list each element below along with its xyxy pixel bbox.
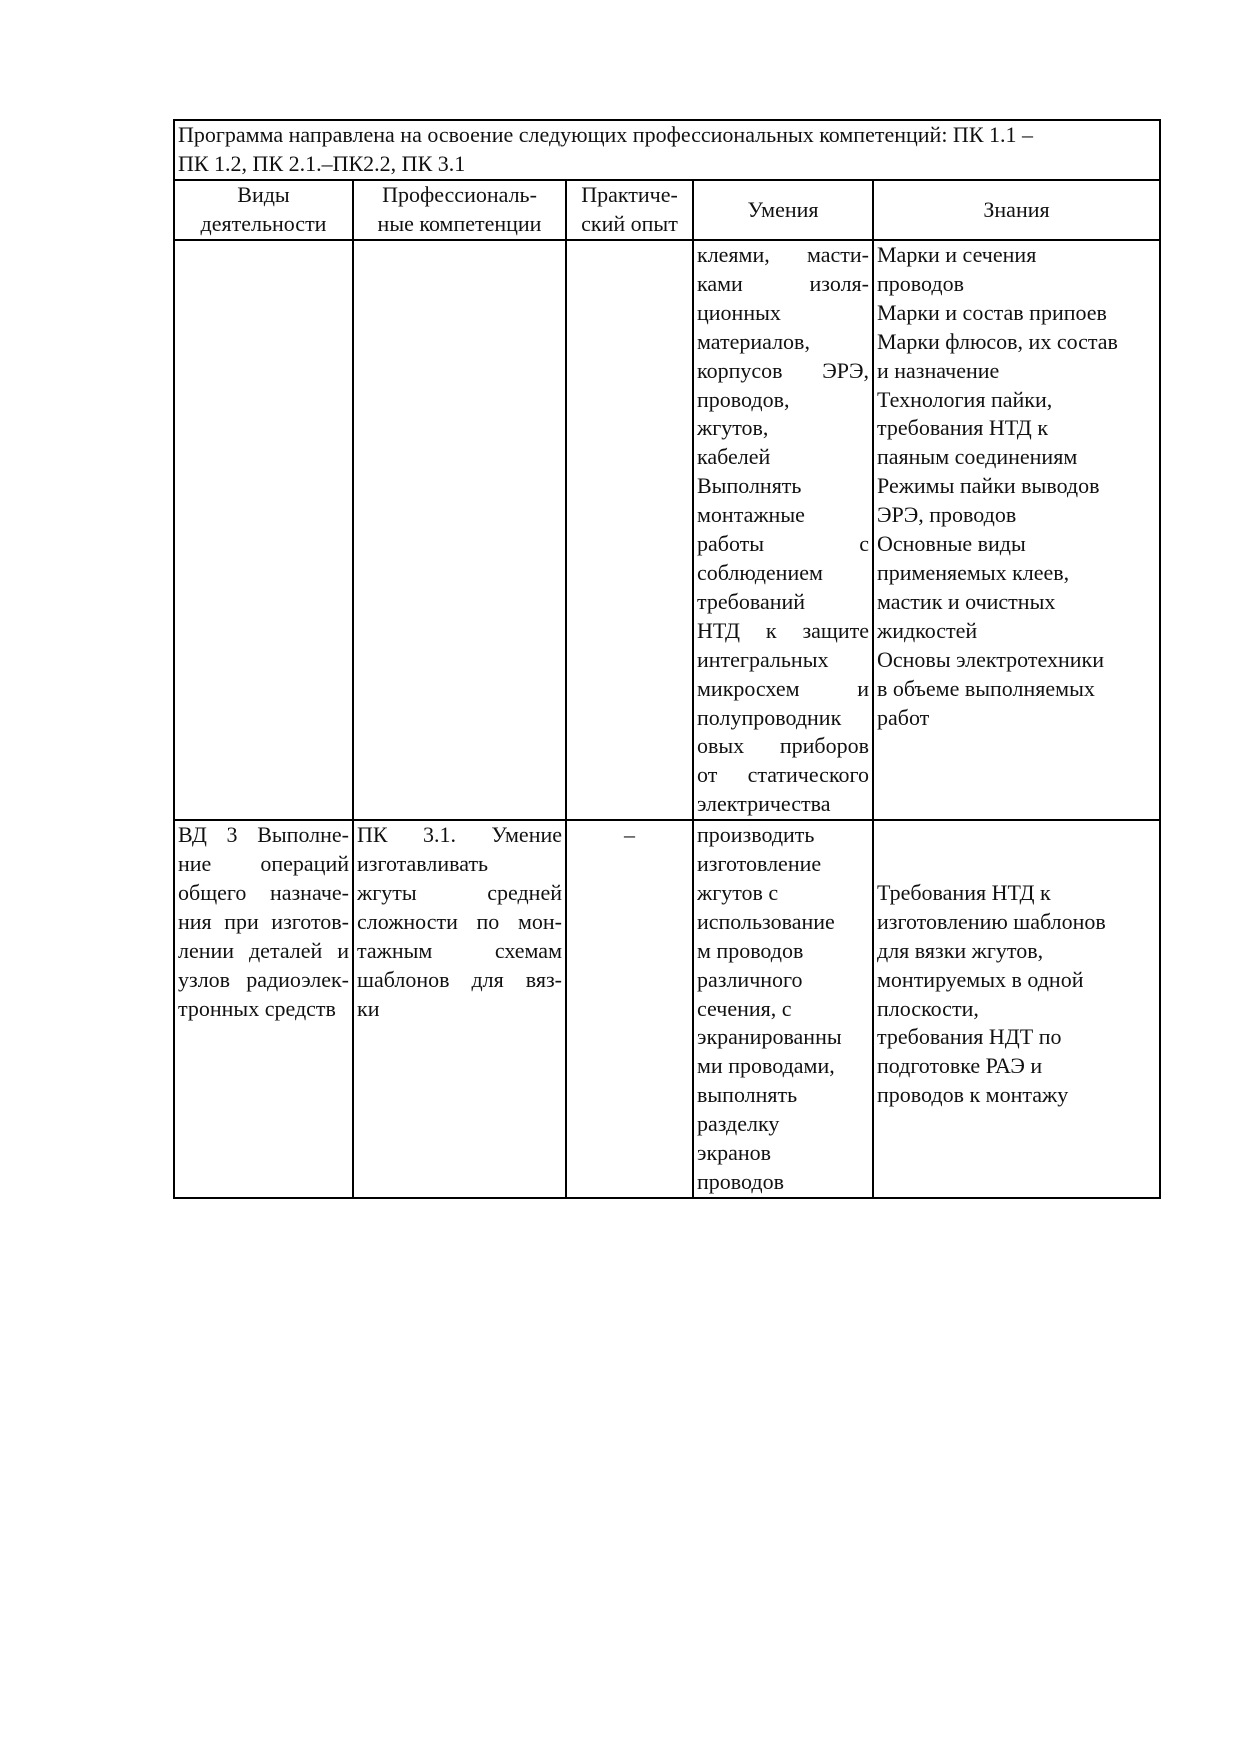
table-title <box>174 120 1160 180</box>
competency-table <box>173 119 1161 1199</box>
table-row <box>174 820 1160 1198</box>
cell-line: ми проводами, <box>697 1053 835 1079</box>
cell-line: кабелей <box>697 444 771 470</box>
cell-line: узлов радиоэлек- <box>178 966 349 992</box>
header-experience <box>566 180 693 240</box>
cell-line: Режимы пайки выводов <box>877 473 1100 499</box>
cell-line: подготовке РАЭ и <box>877 1053 1043 1079</box>
cell-knowledge <box>873 240 1160 820</box>
cell-line: плоскости, <box>877 995 979 1021</box>
cell-line: Марки флюсов, их состав <box>877 328 1118 354</box>
cell-line: проводов, <box>697 386 790 412</box>
cell-line: требования НТД к <box>877 415 1049 441</box>
cell-activity <box>174 820 353 1198</box>
cell-line: Основы электротехники <box>877 646 1104 672</box>
header-text: деятельности <box>200 211 327 236</box>
cell-line: использование <box>697 908 835 934</box>
cell-line: тронных средств <box>178 995 336 1021</box>
cell-line: сложности по мон- <box>357 908 562 934</box>
cell-line: и назначение <box>877 357 1000 383</box>
header-activity <box>174 180 353 240</box>
cell-line: проводов к монтажу <box>877 1082 1069 1108</box>
cell-line: ния при изготов- <box>178 908 349 934</box>
cell-line: лении деталей и <box>178 937 349 963</box>
cell-skills <box>693 820 873 1198</box>
cell-line: разделку <box>697 1111 780 1137</box>
cell-line: от статического <box>697 762 869 788</box>
cell-line: ЭРЭ, проводов <box>877 502 1017 528</box>
cell-line: изготовление <box>697 851 822 877</box>
cell-line: жгутов с <box>697 879 779 905</box>
cell-line: овых приборов <box>697 733 869 759</box>
cell-line: ки <box>357 995 380 1021</box>
header-text: Виды <box>237 182 290 208</box>
title-line: ПК 1.2, ПК 2.1.–ПК2.2, ПК 3.1 <box>178 150 466 176</box>
cell-line: изготавливать <box>357 851 489 877</box>
title-line: Программа направлена на освоение следующих профессиональных компетенций: ПК 1.1 – <box>178 122 1033 147</box>
cell-line: соблюдением <box>697 559 823 585</box>
cell-line: жидкостей <box>877 617 978 643</box>
cell-competencies <box>353 820 566 1198</box>
cell-line: корпусов ЭРЭ, <box>697 357 869 383</box>
cell-knowledge <box>873 820 1160 1198</box>
cell-line: ками изоля- <box>697 270 869 296</box>
cell-line: Требования НТД к <box>877 879 1051 905</box>
cell-line: НТД к защите <box>697 617 869 643</box>
cell-line: клеями, масти- <box>697 242 869 267</box>
cell-line: жгуты средней <box>357 879 562 905</box>
blank-line <box>877 821 1156 850</box>
cell-experience: – <box>566 820 693 1198</box>
cell-line: монтажные <box>697 502 805 528</box>
cell-line: мастик и очистных <box>877 588 1056 614</box>
header-skills: Умения <box>693 180 873 240</box>
cell-competencies <box>353 240 566 820</box>
cell-line: применяемых клеев, <box>877 559 1070 585</box>
cell-line: тажным схемам <box>357 937 562 963</box>
cell-line: различного <box>697 966 803 992</box>
header-text: Практиче- <box>581 182 678 208</box>
cell-line: электричества <box>697 791 831 817</box>
cell-line: для вязки жгутов, <box>877 937 1044 963</box>
header-knowledge: Знания <box>873 180 1160 240</box>
cell-line: Марки и состав припоев <box>877 299 1107 325</box>
cell-line: проводов <box>877 270 964 296</box>
cell-line: изготовлению шаблонов <box>877 908 1106 934</box>
cell-line: ние операций <box>178 851 349 877</box>
cell-line: ВД 3 Выполне- <box>178 822 349 848</box>
cell-line: экранов <box>697 1140 772 1166</box>
cell-line: проводов <box>697 1169 784 1194</box>
cell-activity <box>174 240 353 820</box>
cell-line: работы с <box>697 531 869 557</box>
cell-line: Выполнять <box>697 473 802 499</box>
cell-line: монтируемых в одной <box>877 966 1084 992</box>
cell-line: паяным соединениям <box>877 444 1078 470</box>
header-competencies <box>353 180 566 240</box>
cell-line: выполнять <box>697 1082 798 1108</box>
cell-line: ционных <box>697 299 781 325</box>
cell-line: производить <box>697 822 815 848</box>
cell-line: Технология пайки, <box>877 386 1053 412</box>
cell-line: требования НДТ по <box>877 1024 1062 1050</box>
header-text: Профессиональ- <box>382 182 537 208</box>
header-text: ский опыт <box>581 211 678 236</box>
cell-line: сечения, с <box>697 995 792 1021</box>
cell-experience <box>566 240 693 820</box>
cell-line: жгутов, <box>697 415 769 441</box>
header-row <box>174 180 1160 240</box>
cell-line: в объеме выполняемых <box>877 675 1095 701</box>
cell-line: м проводов <box>697 937 804 963</box>
header-text: ные компетенции <box>377 211 542 236</box>
cell-line: полупроводник <box>697 704 842 730</box>
blank-line <box>877 850 1156 879</box>
cell-line: интегральных <box>697 646 829 672</box>
cell-line: общего назначе- <box>178 879 349 905</box>
cell-line: требований <box>697 588 806 614</box>
cell-skills <box>693 240 873 820</box>
cell-line: материалов, <box>697 328 810 354</box>
cell-line: Основные виды <box>877 531 1026 557</box>
cell-line: экранированны <box>697 1024 842 1050</box>
cell-line: работ <box>877 704 930 730</box>
cell-line: шаблонов для вяз- <box>357 966 562 992</box>
cell-line: Марки и сечения <box>877 242 1037 267</box>
table-row <box>174 240 1160 820</box>
cell-line: микросхем и <box>697 675 869 701</box>
cell-line: ПК 3.1. Умение <box>357 822 562 848</box>
